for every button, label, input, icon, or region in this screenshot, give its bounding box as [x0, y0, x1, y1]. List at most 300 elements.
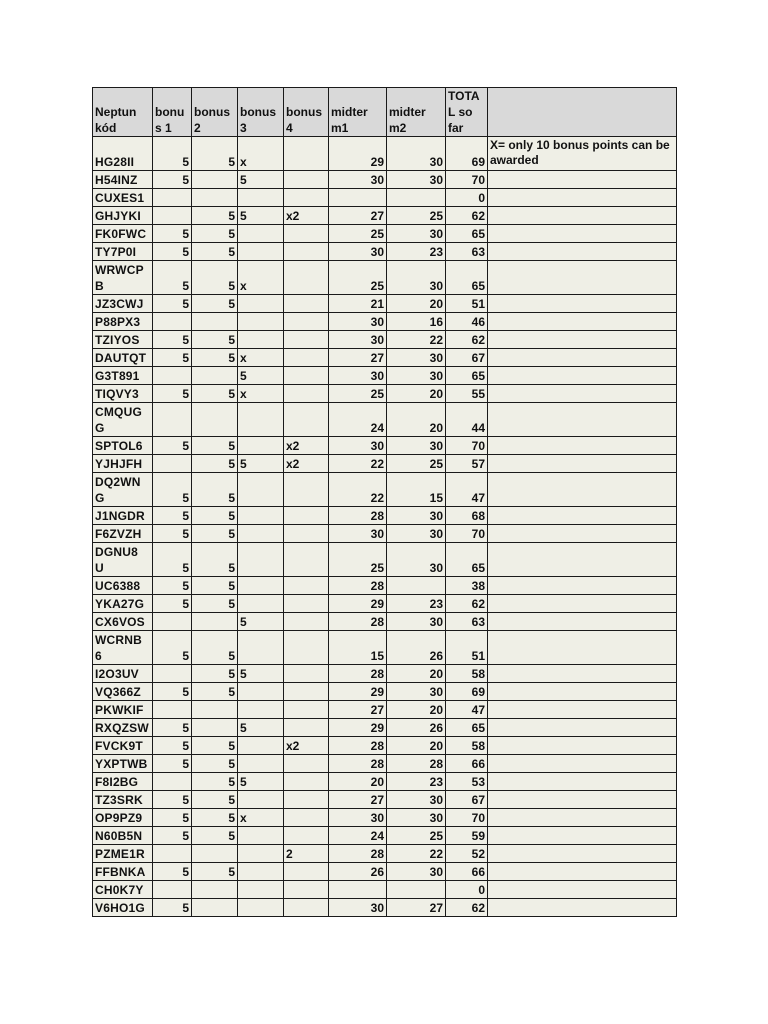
- neptun-code-text: N60B5N: [95, 829, 143, 843]
- neptun-code-text: B: [95, 279, 104, 293]
- midterm-1-cell: 27: [329, 207, 387, 225]
- neptun-code-cell: [93, 225, 153, 243]
- midterm-1-cell: 25: [329, 261, 387, 295]
- note-cell: [488, 385, 677, 403]
- neptun-code-cell: [93, 701, 153, 719]
- total-cell: 66: [446, 755, 488, 773]
- bonus-1-cell: [153, 403, 192, 437]
- bonus-1-cell: 5: [153, 261, 192, 295]
- neptun-code-cell: [93, 331, 153, 349]
- neptun-code-text: U: [95, 561, 104, 575]
- bonus-2-cell: 5: [192, 243, 238, 261]
- total-cell: 51: [446, 631, 488, 665]
- bonus-1-cell: 5: [153, 827, 192, 845]
- bonus-4-cell: [284, 809, 329, 827]
- note-cell: [488, 543, 677, 577]
- bonus-4-cell: [284, 525, 329, 543]
- bonus-1-cell: 5: [153, 863, 192, 881]
- neptun-code-text: JZ3CWJ: [95, 297, 144, 311]
- table-row: [93, 543, 677, 577]
- neptun-code-text: VQ366Z: [95, 685, 141, 699]
- bonus-2-cell: 5: [192, 455, 238, 473]
- midterm-1-cell: 28: [329, 755, 387, 773]
- total-cell: 44: [446, 403, 488, 437]
- bonus-2-cell: 5: [192, 261, 238, 295]
- midterm-2-cell: 20: [387, 665, 446, 683]
- note-cell: [488, 349, 677, 367]
- neptun-code-text: WRWCP: [95, 263, 144, 277]
- midterm-1-cell: 21: [329, 295, 387, 313]
- midterm-2-cell: [387, 577, 446, 595]
- table-row: [93, 295, 677, 313]
- bonus-2-cell: [192, 899, 238, 917]
- midterm-1-cell: 20: [329, 773, 387, 791]
- table-row: [93, 701, 677, 719]
- bonus-3-cell: x: [238, 809, 284, 827]
- midterm-2-cell: 30: [387, 367, 446, 385]
- bonus-4-cell: [284, 261, 329, 295]
- midterm-2-cell: 23: [387, 595, 446, 613]
- table-row: [93, 385, 677, 403]
- note-cell: [488, 225, 677, 243]
- midterm-2-cell: 23: [387, 243, 446, 261]
- bonus-4-cell: x2: [284, 207, 329, 225]
- table-row: [93, 683, 677, 701]
- header-bonus-4-line: 4: [286, 121, 293, 135]
- neptun-code-cell: [93, 737, 153, 755]
- neptun-code-text: G3T891: [95, 369, 140, 383]
- neptun-code-cell: [93, 473, 153, 507]
- bonus-2-cell: 5: [192, 543, 238, 577]
- neptun-code-cell: [93, 595, 153, 613]
- bonus-4-cell: [284, 881, 329, 899]
- bonus-2-cell: 5: [192, 631, 238, 665]
- neptun-code-cell: [93, 137, 153, 171]
- bonus-1-cell: 5: [153, 899, 192, 917]
- note-cell: [488, 207, 677, 225]
- bonus-2-cell: 5: [192, 791, 238, 809]
- midterm-2-cell: 30: [387, 863, 446, 881]
- bonus-2-cell: 5: [192, 827, 238, 845]
- note-cell: [488, 683, 677, 701]
- note-cell: [488, 809, 677, 827]
- bonus-1-cell: 5: [153, 437, 192, 455]
- bonus-2-cell: 5: [192, 665, 238, 683]
- table-row: [93, 773, 677, 791]
- midterm-1-cell: 30: [329, 437, 387, 455]
- neptun-code-cell: [93, 827, 153, 845]
- neptun-code-text: H54INZ: [95, 173, 138, 187]
- neptun-code-cell: [93, 243, 153, 261]
- neptun-code-cell: [93, 791, 153, 809]
- midterm-1-cell: 28: [329, 737, 387, 755]
- note-cell: [488, 437, 677, 455]
- note-cell: [488, 737, 677, 755]
- note-cell: [488, 261, 677, 295]
- midterm-1-cell: 29: [329, 595, 387, 613]
- bonus-4-cell: [284, 313, 329, 331]
- bonus-2-cell: 5: [192, 737, 238, 755]
- table-row: [93, 507, 677, 525]
- bonus-2-cell: 5: [192, 207, 238, 225]
- total-cell: 69: [446, 137, 488, 171]
- midterm-2-cell: 22: [387, 845, 446, 863]
- bonus-4-cell: 2: [284, 845, 329, 863]
- neptun-code-text: FVCK9T: [95, 739, 143, 753]
- midterm-1-cell: 24: [329, 827, 387, 845]
- bonus-3-cell: [238, 791, 284, 809]
- total-cell: 46: [446, 313, 488, 331]
- bonus-2-cell: 5: [192, 525, 238, 543]
- neptun-code-text: TZ3SRK: [95, 793, 143, 807]
- table-row: [93, 827, 677, 845]
- neptun-code-cell: [93, 809, 153, 827]
- neptun-code-cell: [93, 577, 153, 595]
- bonus-1-cell: 5: [153, 385, 192, 403]
- bonus-3-cell: [238, 473, 284, 507]
- bonus-3-cell: [238, 403, 284, 437]
- bonus-1-cell: 5: [153, 595, 192, 613]
- bonus-1-cell: 5: [153, 225, 192, 243]
- header-midterm-2-line: midter: [389, 105, 426, 119]
- table-row: [93, 349, 677, 367]
- bonus-3-cell: [238, 845, 284, 863]
- midterm-2-cell: 30: [387, 507, 446, 525]
- table-row: [93, 613, 677, 631]
- total-cell: 70: [446, 809, 488, 827]
- bonus-1-cell: 5: [153, 349, 192, 367]
- table-row: [93, 525, 677, 543]
- midterm-2-cell: 27: [387, 899, 446, 917]
- bonus-3-cell: x: [238, 261, 284, 295]
- bonus-3-cell: [238, 313, 284, 331]
- total-cell: 63: [446, 243, 488, 261]
- bonus-1-cell: 5: [153, 683, 192, 701]
- bonus-1-cell: 5: [153, 295, 192, 313]
- header-bonus-3-line: bonus: [240, 105, 276, 119]
- neptun-code-text: PZME1R: [95, 847, 145, 861]
- neptun-code-text: G: [95, 421, 105, 435]
- bonus-3-cell: 5: [238, 367, 284, 385]
- midterm-1-cell: [329, 881, 387, 899]
- bonus-1-cell: [153, 881, 192, 899]
- midterm-2-cell: 20: [387, 295, 446, 313]
- table-row: [93, 755, 677, 773]
- bonus-1-cell: 5: [153, 525, 192, 543]
- note-cell: [488, 613, 677, 631]
- bonus-2-cell: 5: [192, 773, 238, 791]
- midterm-2-cell: 20: [387, 403, 446, 437]
- neptun-code-cell: [93, 367, 153, 385]
- bonus-3-cell: 5: [238, 207, 284, 225]
- midterm-1-cell: 30: [329, 809, 387, 827]
- bonus-3-cell: 5: [238, 719, 284, 737]
- midterm-2-cell: 25: [387, 455, 446, 473]
- table-row: [93, 665, 677, 683]
- midterm-2-cell: 26: [387, 631, 446, 665]
- header-note: [488, 88, 677, 137]
- note-cell: [488, 473, 677, 507]
- bonus-2-cell: 5: [192, 437, 238, 455]
- bonus-4-cell: [284, 665, 329, 683]
- bonus-2-cell: [192, 171, 238, 189]
- table-row: [93, 899, 677, 917]
- bonus-2-cell: 5: [192, 385, 238, 403]
- bonus-2-cell: [192, 845, 238, 863]
- midterm-2-cell: [387, 881, 446, 899]
- bonus-1-cell: 5: [153, 507, 192, 525]
- total-cell: 58: [446, 737, 488, 755]
- bonus-3-cell: [238, 701, 284, 719]
- neptun-code-text: DGNU8: [95, 545, 139, 559]
- neptun-code-text: HG28II: [95, 155, 135, 169]
- grades-table: [92, 87, 677, 917]
- midterm-1-cell: 30: [329, 313, 387, 331]
- neptun-code-text: CUXES1: [95, 191, 145, 205]
- midterm-2-cell: 30: [387, 349, 446, 367]
- bonus-4-cell: [284, 595, 329, 613]
- table-row: [93, 261, 677, 295]
- bonus-2-cell: [192, 881, 238, 899]
- bonus-4-cell: [284, 473, 329, 507]
- note-cell: [488, 367, 677, 385]
- table-row: [93, 189, 677, 207]
- table-row: [93, 367, 677, 385]
- midterm-2-cell: 30: [387, 525, 446, 543]
- neptun-code-text: CH0K7Y: [95, 883, 144, 897]
- table-row: [93, 207, 677, 225]
- bonus-4-cell: [284, 899, 329, 917]
- total-cell: 62: [446, 331, 488, 349]
- neptun-code-cell: [93, 295, 153, 313]
- neptun-code-text: YXPTWB: [95, 757, 148, 771]
- total-cell: 65: [446, 225, 488, 243]
- table-row: [93, 403, 677, 437]
- total-cell: 62: [446, 595, 488, 613]
- note-cell: [488, 243, 677, 261]
- bonus-1-cell: 5: [153, 171, 192, 189]
- table-row: [93, 331, 677, 349]
- total-cell: 59: [446, 827, 488, 845]
- table-row: [93, 137, 677, 171]
- midterm-2-cell: 22: [387, 331, 446, 349]
- bonus-4-cell: [284, 773, 329, 791]
- bonus-4-cell: [284, 791, 329, 809]
- bonus-3-cell: [238, 225, 284, 243]
- bonus-4-cell: [284, 577, 329, 595]
- bonus-3-cell: 5: [238, 171, 284, 189]
- note-cell: [488, 701, 677, 719]
- neptun-code-cell: [93, 881, 153, 899]
- midterm-2-cell: 30: [387, 137, 446, 171]
- neptun-code-cell: [93, 665, 153, 683]
- header-bonus-1-line: s 1: [155, 121, 172, 135]
- neptun-code-cell: [93, 755, 153, 773]
- midterm-1-cell: 28: [329, 577, 387, 595]
- note-cell: [488, 791, 677, 809]
- table-row: [93, 595, 677, 613]
- note-cell: [488, 331, 677, 349]
- bonus-2-cell: 5: [192, 473, 238, 507]
- neptun-code-text: V6HO1G: [95, 901, 145, 915]
- bonus-1-cell: [153, 665, 192, 683]
- bonus-1-cell: 5: [153, 577, 192, 595]
- bonus-3-cell: [238, 899, 284, 917]
- header-bonus-1-line: bonu: [155, 105, 185, 119]
- bonus-3-cell: [238, 881, 284, 899]
- note-cell: [488, 665, 677, 683]
- midterm-2-cell: 28: [387, 755, 446, 773]
- midterm-2-cell: 16: [387, 313, 446, 331]
- bonus-1-cell: [153, 613, 192, 631]
- midterm-1-cell: 30: [329, 525, 387, 543]
- bonus-1-cell: [153, 207, 192, 225]
- header-total-line: L so: [448, 105, 473, 119]
- neptun-code-text: DQ2WN: [95, 475, 141, 489]
- total-cell: 65: [446, 367, 488, 385]
- bonus-1-cell: 5: [153, 543, 192, 577]
- midterm-1-cell: [329, 189, 387, 207]
- table-row: [93, 631, 677, 665]
- table-row: [93, 171, 677, 189]
- bonus-4-cell: [284, 863, 329, 881]
- midterm-1-cell: 30: [329, 171, 387, 189]
- neptun-code-text: I2O3UV: [95, 667, 139, 681]
- bonus-3-cell: [238, 595, 284, 613]
- neptun-code-text: TIQVY3: [95, 387, 139, 401]
- note-cell: [488, 313, 677, 331]
- total-cell: 57: [446, 455, 488, 473]
- midterm-1-cell: 28: [329, 665, 387, 683]
- neptun-code-text: G: [95, 491, 105, 505]
- neptun-code-cell: [93, 207, 153, 225]
- header-row: [93, 88, 677, 137]
- bonus-3-cell: 5: [238, 665, 284, 683]
- bonus-1-cell: 5: [153, 791, 192, 809]
- header-neptun-code-line: kód: [95, 121, 117, 135]
- bonus-3-cell: 5: [238, 613, 284, 631]
- note-cell: [488, 631, 677, 665]
- neptun-code-text: CX6VOS: [95, 615, 145, 629]
- neptun-code-cell: [93, 455, 153, 473]
- bonus-1-cell: 5: [153, 331, 192, 349]
- note-cell: [488, 595, 677, 613]
- bonus-2-cell: 5: [192, 137, 238, 171]
- total-cell: 65: [446, 261, 488, 295]
- bonus-4-cell: [284, 543, 329, 577]
- table-body: [93, 137, 677, 917]
- header-midterm-1-line: midter: [331, 105, 368, 119]
- neptun-code-text: 6: [95, 649, 102, 663]
- bonus-3-cell: [238, 737, 284, 755]
- neptun-code-text: F8I2BG: [95, 775, 139, 789]
- note-cell: [488, 863, 677, 881]
- table-row: [93, 881, 677, 899]
- bonus-2-cell: 5: [192, 507, 238, 525]
- midterm-2-cell: 23: [387, 773, 446, 791]
- midterm-1-cell: 27: [329, 701, 387, 719]
- header-neptun-code: [93, 88, 153, 137]
- midterm-1-cell: 29: [329, 719, 387, 737]
- bonus-4-cell: [284, 349, 329, 367]
- header-neptun-code-line: Neptun: [95, 105, 137, 119]
- midterm-2-cell: 26: [387, 719, 446, 737]
- table-row: [93, 863, 677, 881]
- table-row: [93, 473, 677, 507]
- table-row: [93, 577, 677, 595]
- note-cell: [488, 577, 677, 595]
- total-cell: 47: [446, 473, 488, 507]
- midterm-1-cell: 30: [329, 243, 387, 261]
- midterm-2-cell: 30: [387, 261, 446, 295]
- midterm-1-cell: 30: [329, 331, 387, 349]
- midterm-1-cell: 28: [329, 507, 387, 525]
- total-cell: 70: [446, 437, 488, 455]
- neptun-code-cell: [93, 719, 153, 737]
- neptun-code-cell: [93, 189, 153, 207]
- bonus-2-cell: [192, 613, 238, 631]
- bonus-4-cell: [284, 719, 329, 737]
- header-midterm-2-line: m2: [389, 121, 407, 135]
- neptun-code-cell: [93, 899, 153, 917]
- bonus-3-cell: [238, 683, 284, 701]
- neptun-code-cell: [93, 525, 153, 543]
- neptun-code-text: GHJYKI: [95, 209, 141, 223]
- neptun-code-cell: [93, 773, 153, 791]
- bonus-1-cell: 5: [153, 473, 192, 507]
- midterm-2-cell: 30: [387, 791, 446, 809]
- neptun-code-text: CMQUG: [95, 405, 142, 419]
- note-cell: [488, 881, 677, 899]
- bonus-2-cell: 5: [192, 295, 238, 313]
- table-row: [93, 455, 677, 473]
- note-cell: [488, 845, 677, 863]
- header-bonus-4-line: bonus: [286, 105, 322, 119]
- bonus-4-cell: [284, 507, 329, 525]
- midterm-1-cell: 24: [329, 403, 387, 437]
- midterm-1-cell: 26: [329, 863, 387, 881]
- bonus-3-cell: [238, 577, 284, 595]
- neptun-code-cell: [93, 437, 153, 455]
- neptun-code-cell: [93, 683, 153, 701]
- bonus-3-cell: [238, 863, 284, 881]
- bonus-2-cell: [192, 403, 238, 437]
- note-cell: [488, 403, 677, 437]
- header-midterm-1-line: m1: [331, 121, 349, 135]
- table-row: [93, 719, 677, 737]
- total-cell: 65: [446, 719, 488, 737]
- header-total: [446, 88, 488, 137]
- bonus-4-cell: [284, 331, 329, 349]
- midterm-2-cell: 20: [387, 737, 446, 755]
- bonus-3-cell: [238, 331, 284, 349]
- header-total-line: TOTA: [448, 89, 480, 103]
- bonus-4-cell: x2: [284, 737, 329, 755]
- bonus-4-cell: x2: [284, 437, 329, 455]
- bonus-1-cell: [153, 367, 192, 385]
- note-cell: [488, 507, 677, 525]
- midterm-1-cell: 25: [329, 543, 387, 577]
- table-row: [93, 313, 677, 331]
- total-cell: 67: [446, 349, 488, 367]
- bonus-3-cell: 5: [238, 773, 284, 791]
- neptun-code-cell: [93, 171, 153, 189]
- header-bonus-2-line: bonus: [194, 105, 230, 119]
- bonus-2-cell: 5: [192, 331, 238, 349]
- midterm-1-cell: 29: [329, 137, 387, 171]
- total-cell: 47: [446, 701, 488, 719]
- bonus-2-cell: [192, 367, 238, 385]
